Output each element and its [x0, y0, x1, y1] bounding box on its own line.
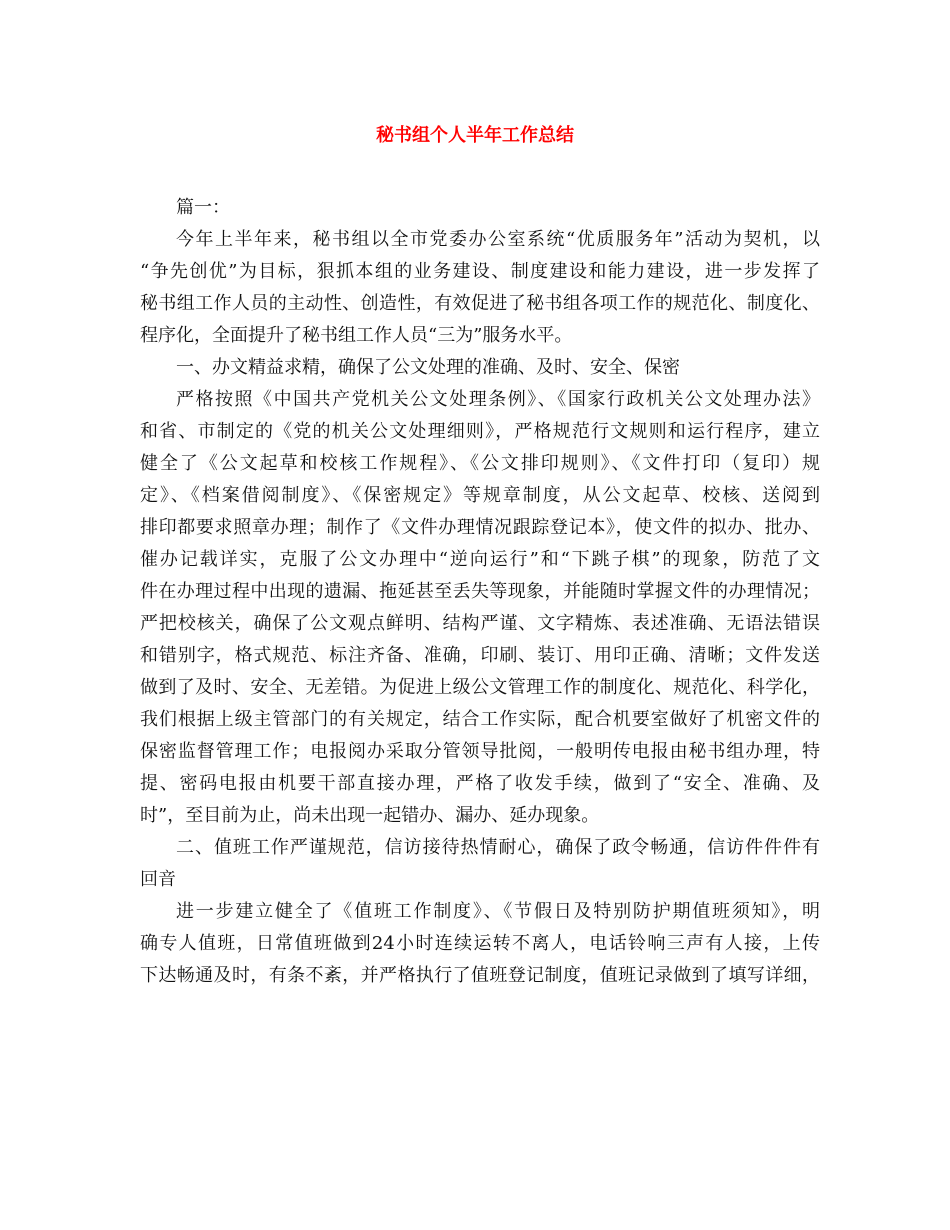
body-line: 保密监督管理工作；电报阅办采取分管领导批阅，一般明传电报由秘书组办理，特 [140, 741, 820, 762]
body-line: 做到了及时、安全、无差错。为促进上级公文管理工作的制度化、规范化、科学化， [140, 677, 820, 698]
body-line: 和省、市制定的《党的机关公文处理细则》，严格规范行文规则和运行程序，建立 [140, 421, 820, 442]
body-line: 催办记载详实，克服了公文办理中“逆向运行”和“下跳子棋”的现象，防范了文 [140, 549, 820, 570]
body-line: 提、密码电报由机要干部直接办理，严格了收发手续，做到了“安全、准确、及 [140, 773, 820, 794]
body-line: 秘书组工作人员的主动性、创造性，有效促进了秘书组各项工作的规范化、制度化、 [140, 293, 820, 314]
body-line: 进一步建立健全了《值班工作制度》、《节假日及特别防护期值班须知》，明 [176, 901, 820, 922]
body-line: 下达畅通及时，有条不紊，并严格执行了值班登记制度，值班记录做到了填写详细， [140, 965, 820, 986]
section-heading: 二、值班工作严谨规范，信访接待热情耐心，确保了政令畅通，信访件件件有 [176, 837, 820, 858]
body-line: 和错别字，格式规范、标注齐备、准确，印刷、装订、用印正确、清晰；文件发送 [140, 645, 820, 666]
body-line: 件在办理过程中出现的遗漏、拖延甚至丢失等现象，并能随时掌握文件的办理情况； [140, 581, 820, 602]
document-body [140, 192, 820, 992]
section-heading: 一、办文精益求精，确保了公文处理的准确、及时、安全、保密 [176, 357, 680, 378]
body-line: 程序化，全面提升了秘书组工作人员“三为”服务水平。 [140, 325, 573, 346]
document-title: 秘书组个人半年工作总结 [376, 125, 574, 146]
body-line: 排印都要求照章办理；制作了《文件办理情况跟踪登记本》，使文件的拟办、批办、 [140, 517, 820, 538]
body-line: 严格按照《中国共产党机关公文处理条例》、《国家行政机关公文处理办法》 [176, 389, 820, 410]
body-line: 定》、《档案借阅制度》、《保密规定》等规章制度，从公文起草、校核、送阅到 [140, 485, 820, 506]
body-line: 今年上半年来，秘书组以全市党委办公室系统“优质服务年”活动为契机，以 [176, 229, 820, 250]
body-line: 时”，至目前为止，尚未出现一起错办、漏办、延办现象。 [140, 805, 600, 826]
section-heading: 回音 [140, 869, 176, 890]
body-line: 严把校核关，确保了公文观点鲜明、结构严谨、文字精炼、表述准确、无语法错误 [140, 613, 820, 634]
body-line: 我们根据上级主管部门的有关规定，结合工作实际，配合机要室做好了机密文件的 [140, 709, 820, 730]
body-line: “争先创优”为目标，狠抓本组的业务建设、制度建设和能力建设，进一步发挥了 [140, 261, 820, 282]
section-label: 篇一： [176, 197, 230, 218]
body-line: 确专人值班，日常值班做到24小时连续运转不离人，电话铃响三声有人接，上传 [140, 933, 820, 954]
body-line: 健全了《公文起草和校核工作规程》、《公文排印规则》、《文件打印（复印）规 [140, 453, 820, 474]
